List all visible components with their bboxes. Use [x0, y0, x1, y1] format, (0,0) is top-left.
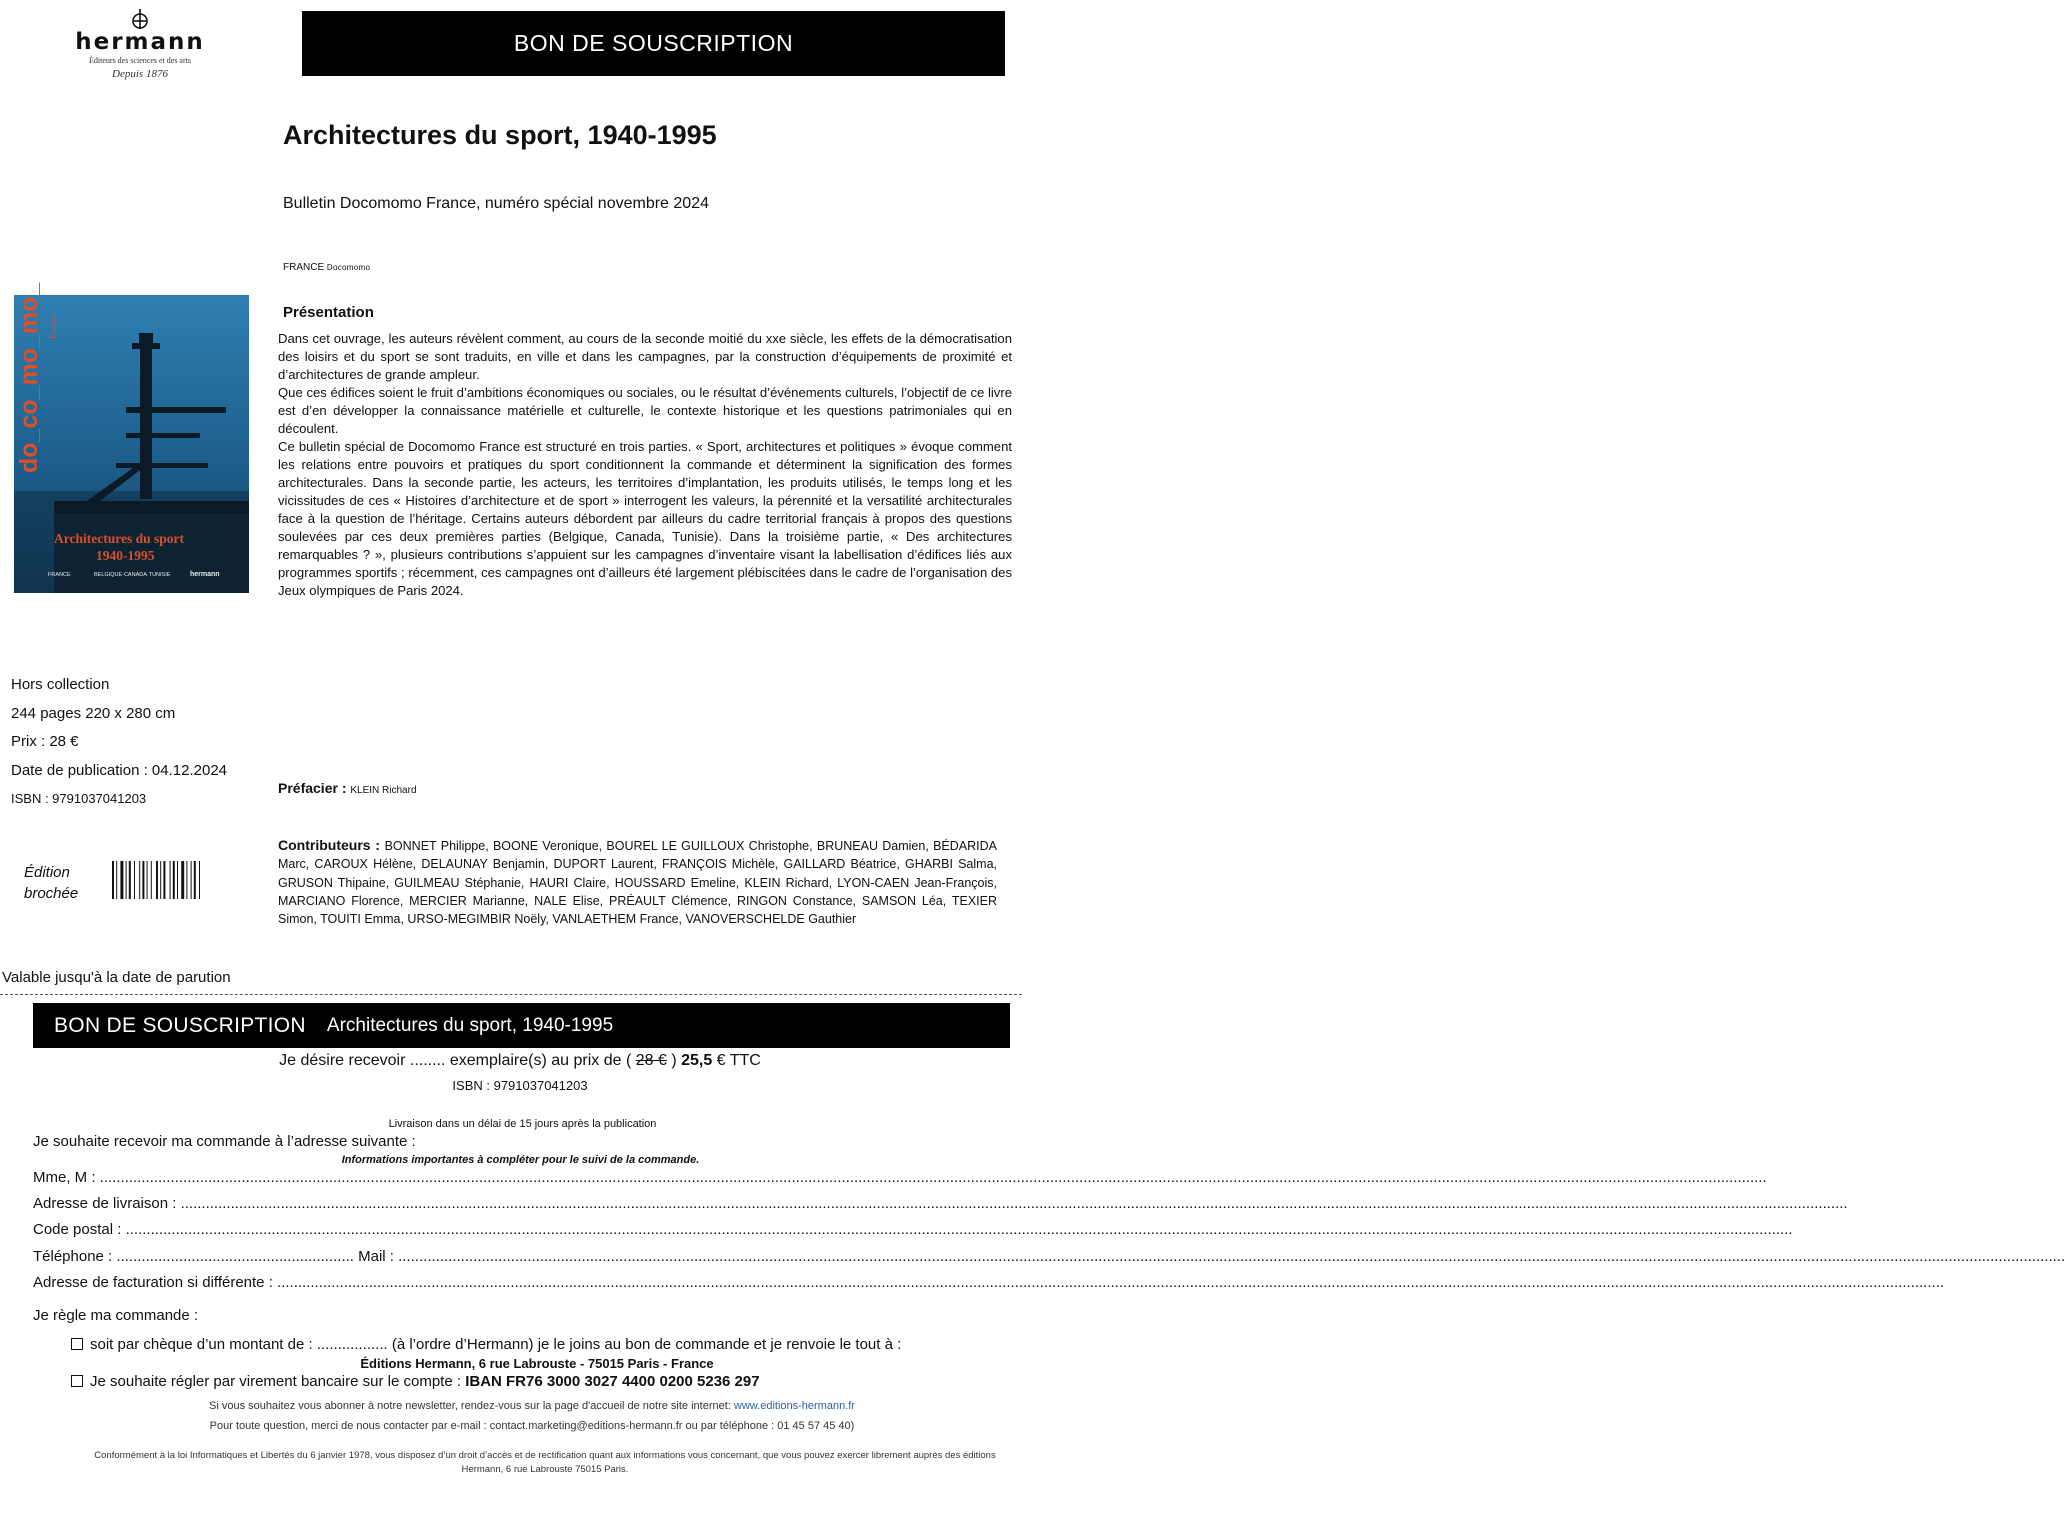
transfer-label: Je souhaite régler par virement bancaire sur le compte :: [90, 1373, 466, 1390]
cheque-label: soit par chèque d’un montant de : ................. (à l’ordre d’Hermann) je le joins au bon de commande et je renvoie le tout à :: [90, 1336, 902, 1353]
barcode-bar: [120, 861, 123, 899]
barcode-bar: [147, 861, 148, 899]
cover-footer-left: FRANCE: [48, 572, 71, 578]
barcode-bar: [170, 861, 171, 899]
format-line: brochée: [24, 885, 79, 902]
barcode: [111, 861, 253, 899]
barcode-bar: [186, 861, 187, 899]
publication-date: Date de publication : 04.12.2024: [11, 762, 227, 779]
phone-label: Téléphone :: [33, 1248, 117, 1265]
mail-label: Mail :: [353, 1248, 399, 1265]
page-count: 244 pages 220 x 280 cm: [11, 705, 176, 722]
barcode-bar: [160, 861, 161, 899]
barcode-bar: [156, 861, 158, 899]
format-line: Édition: [24, 864, 70, 881]
presentation-heading: Présentation: [283, 304, 374, 321]
quantity-line[interactable]: [0, 1052, 1040, 1070]
name-dots: ................................................................................................................................................................................................................................................................................................................................................................................................................: [99, 1169, 1767, 1186]
newsletter-line: [0, 1400, 1064, 1412]
billing-address-field[interactable]: [33, 1274, 1945, 1291]
phone-mail-field[interactable]: [33, 1248, 2065, 1265]
logo-since: Depuis 1876: [112, 68, 168, 80]
contact-line: Pour toute question, merci de nous contacter par e-mail : contact.marketing@editions-hermann.fr ou par téléphone : 01 45 57 45 40): [209, 1420, 855, 1432]
barcode-bar: [116, 861, 117, 899]
quantity-prefix: Je désire recevoir ........ exemplaire(s) au prix de (: [279, 1052, 636, 1069]
newsletter-text: Si vous souhaitez vous abonner à notre newsletter, rendez-vous sur la page d'accueil de notre site internet:: [209, 1400, 734, 1412]
presentation-paragraph: Ce bulletin spécial de Docomomo France est structuré en trois parties. « Sport, architectures et politiques » évoque comment les relations entre pouvoirs et pratiques du sport conditionnent la commande et déterminent la signification des formes architecturales. Dans la seconde partie, les acteurs, les territoires d’implantation, les produits utilisés, le temps long et les vicissitudes de ces « Histoires d’architecture et de sport » interrogent les valeurs, la pérennité et la versatilité architecturales face à la question de l’héritage. Certains auteurs débordent par ailleurs du cadre territorial français à propos des questions soulevées par ces deux premières parties (Belgique, Canada, Tunisie). Dans la troisième partie, « Des architectures remarquables ? », plusieurs contributions s’appuient sur les campagnes d’inventaire visant la labellisation d’édifices liés aux programmes sportifs ; récemment, ces campagnes ont d’ailleurs été largement plébiscitées dans le cadre de l’organisation des Jeux olympiques de Paris 2024.: [278, 439, 1012, 598]
quantity-mid: ): [666, 1052, 682, 1069]
book-cover: [14, 282, 249, 593]
barcode-bar: [191, 861, 192, 899]
cheque-checkbox[interactable]: [71, 1338, 83, 1350]
book-subtitle: Bulletin Docomomo France, numéro spécial novembre 2024: [283, 195, 709, 212]
validity-note: Valable jusqu'à la date de parution: [2, 969, 231, 986]
author-prefix: FRANCE: [283, 262, 327, 273]
address-intro: Je souhaite recevoir ma commande à l’adresse suivante :: [33, 1133, 416, 1150]
publisher-logo: [44, 8, 236, 80]
presentation-text: [278, 330, 1012, 600]
name-field[interactable]: [33, 1169, 1767, 1186]
prefacier: [278, 780, 417, 796]
billing-label: Adresse de facturation si différente :: [33, 1274, 278, 1291]
logo-tagline: Éditeurs des sciences et des arts: [89, 56, 191, 65]
barcode-bar: [151, 861, 152, 899]
postal-dots: ................................................................................................................................................................................................................................................................................................................................................................................................................: [125, 1221, 1793, 1238]
top-banner: BON DE SOUSCRIPTION: [302, 11, 1005, 76]
contributors: [278, 836, 997, 928]
presentation-paragraph: Dans cet ouvrage, les auteurs révèlent comment, au cours de la seconde moitié du xxe siècle, les effets de la démocratisation des loisirs et du sport se sont traduits, en ville et dans les campagnes, par la construction d’équipements de proximité et d’architectures de grande ampleur.: [278, 331, 1012, 382]
website-link[interactable]: www.editions-hermann.fr: [733, 1400, 855, 1412]
barcode-bar: [112, 861, 114, 899]
logo-emblem-icon: [129, 8, 151, 30]
cheque-option[interactable]: [71, 1336, 901, 1353]
barcode-bar: [177, 861, 178, 899]
book-author: [283, 262, 370, 273]
cover-footer-mid: BELGIQUE·CANADA·TUNISIE: [94, 572, 171, 578]
barcode-bar: [163, 861, 165, 899]
book-title: Architectures du sport, 1940-1995: [283, 120, 717, 150]
presentation-paragraph: Que ces édifices soient le fruit d’ambitions économiques ou sociales, ou le résultat d’événements culturels, l’objectif de ce livre est d’en développer la connaissance matérielle et culturelle, le contexte historique et les questions patrimoniales qui en découlent.: [278, 385, 1012, 436]
cut-line: [0, 994, 1022, 995]
form-banner-title: BON DE SOUSCRIPTION: [54, 1013, 306, 1037]
delivery-address-label: Adresse de livraison :: [33, 1195, 181, 1212]
barcode-bar: [173, 861, 175, 899]
payment-intro: Je règle ma commande :: [33, 1307, 199, 1324]
postal-code-field[interactable]: [33, 1221, 1793, 1238]
quantity-suffix: € TTC: [712, 1052, 761, 1069]
barcode-bar: [194, 861, 196, 899]
cover-title: Architectures du sport: [54, 531, 184, 546]
old-price: 28 €: [635, 1052, 667, 1069]
delivery-address-field[interactable]: [33, 1195, 1848, 1212]
barcode-bar: [129, 861, 131, 899]
barcode-bar: [199, 861, 200, 899]
barcode-bar: [139, 861, 140, 899]
barcode-bar: [126, 861, 127, 899]
important-note: Informations importantes à compléter pour le suivi de la commande.: [341, 1154, 700, 1166]
collection: Hors collection: [11, 676, 110, 693]
delivery-note: Livraison dans un délai de 15 jours après la publication: [388, 1118, 657, 1130]
cover-publisher-logo: hermann: [190, 571, 220, 578]
form-isbn: ISBN : 9791037041203: [452, 1078, 588, 1093]
cover-years: 1940-1995: [96, 548, 155, 563]
billing-dots: ................................................................................................................................................................................................................................................................................................................................................................................................................: [277, 1274, 1945, 1291]
prefacier-label: Préfacier :: [278, 780, 351, 796]
barcode-bar: [134, 861, 135, 899]
legal-notice: Conformément à la loi Informatiques et Libertés du 6 janvier 1978, vous disposez d’un droit d’accès et de rectification quant aux informations vous concernant, que vous pouvez exercer librement auprès des éditions Hermann, 6 rue Labrouste 75015 Paris.: [94, 1450, 996, 1475]
barcode-bar: [142, 861, 144, 899]
transfer-option[interactable]: [71, 1373, 760, 1390]
prefacier-name: KLEIN Richard: [350, 785, 417, 796]
iban: IBAN FR76 3000 3027 4400 0200 5236 297: [465, 1373, 760, 1390]
new-price: 25,5: [681, 1052, 713, 1069]
price: Prix : 28 €: [11, 733, 79, 750]
logo-wordmark: hermann: [75, 29, 205, 55]
cover-brand: do_co_mo_mo_: [15, 282, 43, 473]
transfer-checkbox[interactable]: [71, 1375, 83, 1387]
isbn: ISBN : 9791037041203: [11, 791, 147, 806]
format: [24, 862, 78, 904]
phone-dots: .........................................................: [116, 1248, 354, 1265]
name-label: Mme, M :: [33, 1169, 100, 1186]
contributors-names: BONNET Philippe, BOONE Veronique, BOUREL LE GUILLOUX Christophe, BRUNEAU Damien, BÉDARIDA Marc, CAROUX Hélène, DELAUNAY Benjamin, DUPORT Laurent, FRANÇOIS Michèle, GAILLARD Béatrice, GHARBI Salma, GRUSON Thipaine, GUILMEAU Stéphanie, HAURI Claire, HOUSSARD Emeline, KLEIN Richard, LYON-CAEN Jean-François, MARCIANO Florence, MERCIER Marianne, NALE Elise, PRÉAULT Clémence, RINGON Constance, SAMSON Léa, TEXIER Simon, TOUITI Emma, URSO-MEGIMBIR Noëly, VANLAETHEM France, VANOVERSCHELDE Gauthier: [278, 839, 997, 927]
author-smallcaps: Docomomo: [326, 263, 371, 272]
mailing-address: Éditions Hermann, 6 rue Labrouste - 75015 Paris - France: [360, 1356, 714, 1371]
form-banner: [33, 1003, 1010, 1048]
cover-brand-country: France: [48, 314, 58, 339]
postal-label: Code postal :: [33, 1221, 126, 1238]
form-banner-book: Architectures du sport, 1940-1995: [326, 1014, 614, 1036]
delivery-address-dots: ................................................................................................................................................................................................................................................................................................................................................................................................................: [180, 1195, 1848, 1212]
contributors-label: Contributeurs :: [278, 837, 385, 853]
barcode-bar: [181, 861, 184, 899]
mail-dots: ................................................................................................................................................................................................................................................................................................................................................................................................................: [398, 1248, 2065, 1265]
